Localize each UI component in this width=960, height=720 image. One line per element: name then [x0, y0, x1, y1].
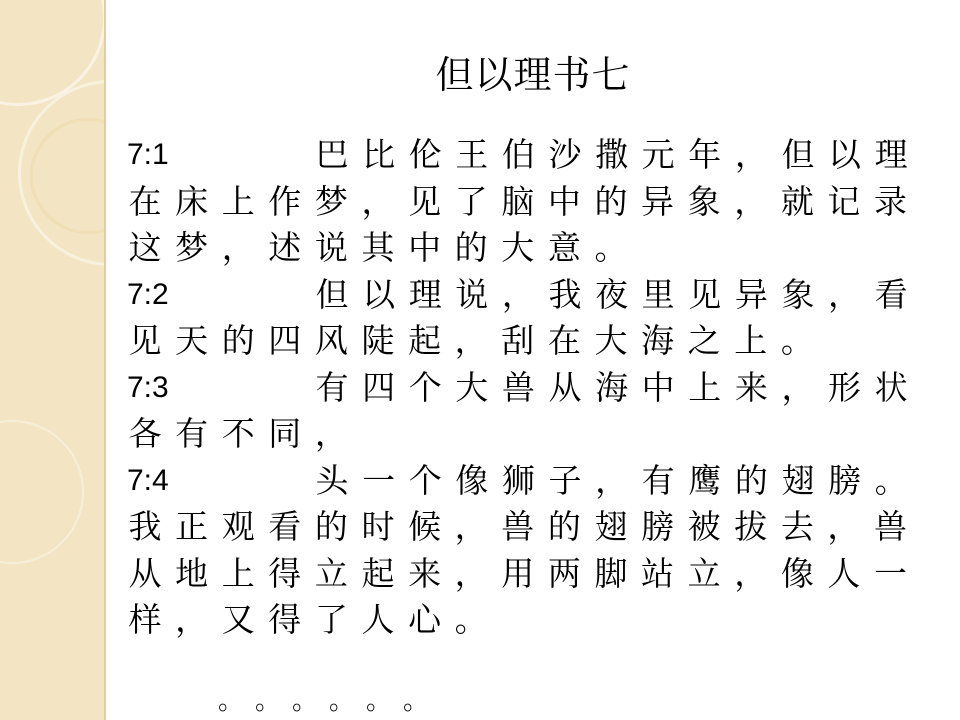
- verse-text-block: [127, 132, 927, 644]
- verse-line-text: 各 有 不 同 ，: [128, 414, 348, 454]
- verse-line: [127, 458, 927, 505]
- verse-line-text: 从 地 上 得 立 起 来 ， 用 两 脚 站 立 ， 像 人 一: [128, 553, 907, 593]
- ellipsis-mark: 。: [218, 686, 245, 716]
- slide-title: 但以理书七: [435, 53, 631, 97]
- verse-reference: 7:3: [127, 370, 169, 404]
- ellipsis-mark: 。: [255, 686, 282, 716]
- verse-line-text: 但 以 理 说 ， 我 夜 里 见 异 象 ， 看: [315, 274, 908, 314]
- verse-line: [127, 272, 927, 319]
- side-band-border: [104, 0, 106, 720]
- ellipsis-mark: 。: [403, 686, 430, 716]
- verse-line: [127, 318, 927, 365]
- verse-line-text: 头 一 个 像 狮 子 ， 有 鹰 的 翅 膀 。: [315, 460, 908, 500]
- decorative-side-band: [0, 0, 106, 720]
- ellipsis-marks: [218, 680, 458, 717]
- ellipsis-mark: 。: [329, 686, 356, 716]
- ellipsis-mark: 。: [292, 686, 319, 716]
- verse-reference: 7:2: [127, 277, 169, 311]
- verse-line: [127, 551, 927, 598]
- verse-line: [127, 225, 927, 272]
- verse-line: [127, 365, 927, 412]
- verse-line-text: 有 四 个 大 兽 从 海 中 上 来 ， 形 状: [315, 367, 908, 407]
- verse-line-text: 这 梦 ， 述 说 其 中 的 大 意 。: [128, 228, 628, 268]
- verse-line: [127, 597, 927, 644]
- decorative-circle: [0, 420, 84, 564]
- verse-line: [127, 411, 927, 458]
- ellipsis-mark: 。: [366, 686, 393, 716]
- verse-line-text: 巴 比 伦 王 伯 沙 撒 元 年 ， 但 以 理: [315, 135, 908, 175]
- verse-line: [127, 504, 927, 551]
- verse-line-text: 我 正 观 看 的 时 候 ， 兽 的 翅 膀 被 拔 去 ， 兽: [128, 507, 907, 547]
- verse-line-text: 见 天 的 四 风 陡 起 ， 刮 在 大 海 之 上 。: [128, 321, 814, 361]
- verse-reference: 7:1: [127, 138, 169, 172]
- verse-line: [127, 179, 927, 226]
- verse-line-text: 在 床 上 作 梦 ， 见 了 脑 中 的 异 象 ， 就 记 录: [128, 181, 907, 221]
- verse-line-text: 样 ， 又 得 了 人 心 。: [128, 600, 488, 640]
- verse-line: [127, 132, 927, 179]
- verse-reference: 7:4: [127, 463, 169, 497]
